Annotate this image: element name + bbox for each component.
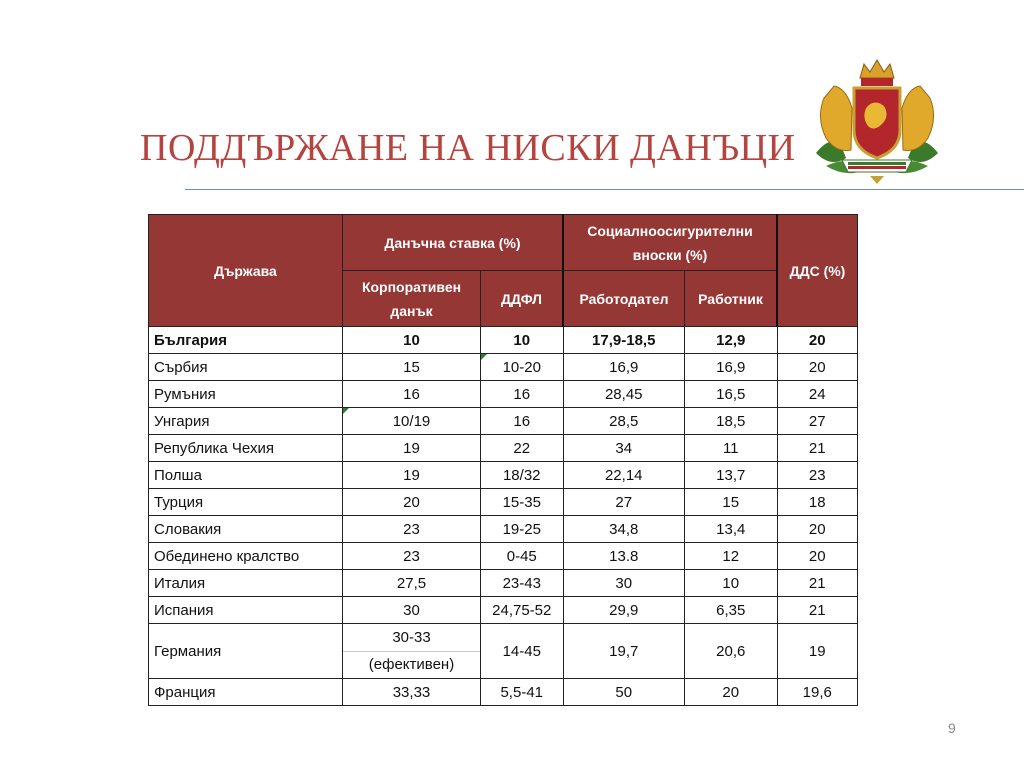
country-cell: Унгария [149, 408, 343, 435]
title-divider [185, 189, 1024, 190]
employer-cell: 16,9 [563, 354, 685, 381]
employee-cell: 20,6 [685, 624, 778, 679]
personal-cell: 10-20 [481, 354, 564, 381]
vat-cell: 23 [777, 462, 858, 489]
corporate-cell: 19 [343, 435, 481, 462]
corporate-cell: 16 [343, 381, 481, 408]
employer-cell: 28,45 [563, 381, 685, 408]
header-tax-rate: Данъчна ставка (%) [343, 215, 564, 271]
personal-cell: 14-45 [481, 624, 564, 679]
employer-cell: 28,5 [563, 408, 685, 435]
table-row [149, 570, 858, 597]
employee-cell: 13,4 [685, 516, 778, 543]
country-cell: Испания [149, 597, 343, 624]
country-cell: Полша [149, 462, 343, 489]
corporate-cell: 20 [343, 489, 481, 516]
vat-cell: 19,6 [777, 679, 858, 706]
slide-title: ПОДДЪРЖАНЕ НА НИСКИ ДАНЪЦИ [140, 127, 796, 169]
vat-cell: 20 [777, 543, 858, 570]
table-row [149, 462, 858, 489]
header-country: Държава [149, 215, 343, 327]
corporate-cell: 15 [343, 354, 481, 381]
corporate-cell: 10/19 [343, 408, 481, 435]
corporate-cell [343, 624, 481, 679]
employer-cell: 27 [563, 489, 685, 516]
country-cell: Обединено кралство [149, 543, 343, 570]
table-row [149, 489, 858, 516]
table-row [149, 624, 858, 679]
country-cell: Румъния [149, 381, 343, 408]
corporate-cell: 33,33 [343, 679, 481, 706]
corporate-cell: 10 [343, 327, 481, 354]
corporate-cell: 23 [343, 516, 481, 543]
header-employee: Работник [685, 271, 778, 327]
employee-cell: 13,7 [685, 462, 778, 489]
personal-cell: 16 [481, 381, 564, 408]
vat-cell: 20 [777, 516, 858, 543]
country-cell: България [149, 327, 343, 354]
table-row [149, 381, 858, 408]
page-number: 9 [948, 720, 956, 736]
vat-cell: 20 [777, 327, 858, 354]
employee-cell: 10 [685, 570, 778, 597]
employee-cell: 18,5 [685, 408, 778, 435]
personal-cell: 15-35 [481, 489, 564, 516]
vat-cell: 21 [777, 570, 858, 597]
country-cell: Турция [149, 489, 343, 516]
country-cell: Република Чехия [149, 435, 343, 462]
corporate-value: 30-33 [343, 625, 480, 652]
corporate-cell: 30 [343, 597, 481, 624]
table-row [149, 679, 858, 706]
table-row [149, 327, 858, 354]
employee-cell: 16,9 [685, 354, 778, 381]
employee-cell: 6,35 [685, 597, 778, 624]
personal-cell: 16 [481, 408, 564, 435]
vat-cell: 24 [777, 381, 858, 408]
table-row [149, 516, 858, 543]
employer-cell: 34 [563, 435, 685, 462]
personal-cell: 18/32 [481, 462, 564, 489]
header-personal-income-tax: ДДФЛ [481, 271, 564, 327]
corporate-cell: 19 [343, 462, 481, 489]
employee-cell: 16,5 [685, 381, 778, 408]
header-social-contributions: Социалноосигурителни вноски (%) [563, 215, 777, 271]
employee-cell: 12,9 [685, 327, 778, 354]
vat-cell: 21 [777, 435, 858, 462]
corporate-note: (ефективен) [368, 655, 455, 673]
employee-cell: 12 [685, 543, 778, 570]
country-cell: Словакия [149, 516, 343, 543]
employee-cell: 15 [685, 489, 778, 516]
personal-cell: 10 [481, 327, 564, 354]
personal-cell: 19-25 [481, 516, 564, 543]
employee-cell: 20 [685, 679, 778, 706]
vat-cell: 19 [777, 624, 858, 679]
table-row [149, 435, 858, 462]
employer-cell: 29,9 [563, 597, 685, 624]
vat-cell: 18 [777, 489, 858, 516]
country-cell: Сърбия [149, 354, 343, 381]
personal-cell: 5,5-41 [481, 679, 564, 706]
country-cell: Франция [149, 679, 343, 706]
personal-cell: 22 [481, 435, 564, 462]
country-cell: Италия [149, 570, 343, 597]
table-row [149, 543, 858, 570]
employer-cell: 34,8 [563, 516, 685, 543]
employer-cell: 13.8 [563, 543, 685, 570]
personal-cell: 23-43 [481, 570, 564, 597]
table-row [149, 597, 858, 624]
tax-comparison-table [148, 214, 858, 706]
vat-cell: 21 [777, 597, 858, 624]
header-employer: Работодател [563, 271, 685, 327]
country-cell: Германия [149, 624, 343, 679]
personal-cell: 24,75-52 [481, 597, 564, 624]
employer-cell: 30 [563, 570, 685, 597]
vat-cell: 27 [777, 408, 858, 435]
table-row [149, 408, 858, 435]
header-corporate-tax: Корпоративен данък [343, 271, 481, 327]
corporate-cell: 27,5 [343, 570, 481, 597]
vat-cell: 20 [777, 354, 858, 381]
employer-cell: 50 [563, 679, 685, 706]
employee-cell: 11 [685, 435, 778, 462]
bulgaria-coat-of-arms-icon [806, 58, 948, 186]
employer-cell: 22,14 [563, 462, 685, 489]
personal-cell: 0-45 [481, 543, 564, 570]
employer-cell: 19,7 [563, 624, 685, 679]
employer-cell: 17,9-18,5 [563, 327, 685, 354]
header-vat: ДДС (%) [777, 215, 858, 327]
table-row [149, 354, 858, 381]
corporate-cell: 23 [343, 543, 481, 570]
